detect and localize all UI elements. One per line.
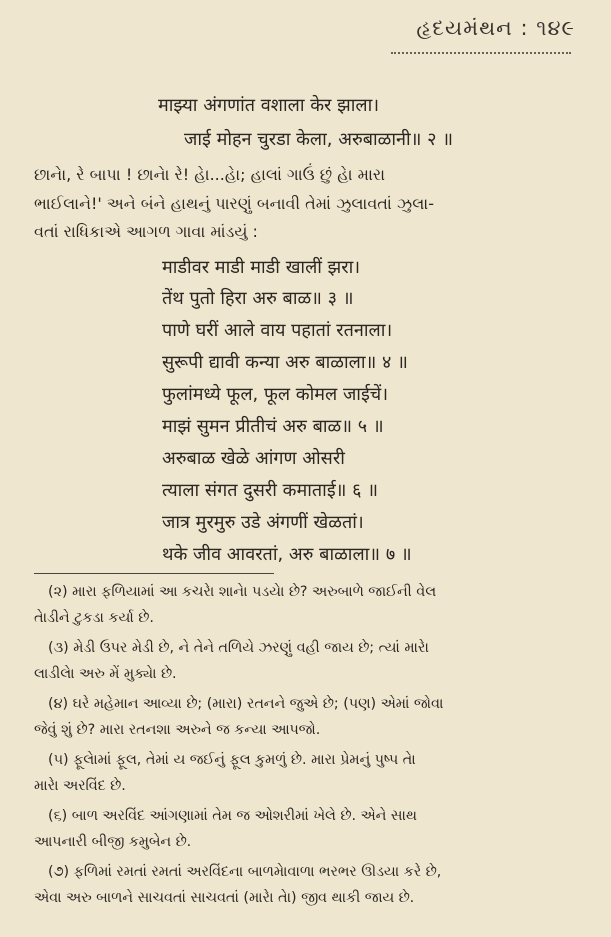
footnote-line: એવા અરુ બાળને સાચવતાં સાચવતાં (મારાે તાે) જીવ થાકી જાય છે. <box>34 890 415 906</box>
footnote-line: આપનારી બીજી કમુબેન છે. <box>34 834 192 850</box>
footnote-line: (૬) બાળ અરવિંદ આંગણામાં તેમ જ ઓશરીમાં ખેલે છે. એને સાથ <box>48 808 417 824</box>
footnote-line: તાેડીને ટુકડા કર્યા છે. <box>34 610 154 626</box>
verse-line: माझ्या अंगणांत वशाला केर झाला। <box>158 95 380 116</box>
footnote-line: (૭) ફળિમાં રમતાં રમતાં અરવિંદના બાળમેાવાળા ભરભર ઊડયા કરે છે, <box>48 864 442 880</box>
running-header: હૃદયમંથન : ૧૪૯ <box>416 16 575 40</box>
verse-line: जात्र मुरमुरु उडे अंगणीं खेळतां। <box>162 512 364 533</box>
verse-line: पाणे घरीं आले वाय पहातां रतनाला। <box>162 320 393 341</box>
prose-line: છાનેા, રે બાપા ! છાનેા રે! હાે...હાે; હાલાં ગાઉં છું હાે મારા <box>34 165 386 184</box>
verse-line: त्याला संगत दुसरी कमाताई॥ ६ ॥ <box>162 480 379 501</box>
footnote-line: લાડીલાે અરુ મેં મુક્યાે છે. <box>34 666 177 682</box>
verse-line: अरुबाळ खेळे आंगण ओसरी <box>162 448 345 469</box>
footnote-line: (૨) મારા ફળિયામાં આ કચરાે શાનેા પડયેા છે? અરુબાળે જાઈની વેલ <box>48 584 437 600</box>
verse-line: फुलांमध्ये फूल, फूल कोमल जाईचें। <box>162 384 389 405</box>
verse-line: तेंथ पुतो हिरा अरु बाळ॥ ३ ॥ <box>162 288 354 309</box>
header-ornament-rule <box>391 52 571 54</box>
footnote-line: મારાે અરવિંદ છે. <box>34 778 126 794</box>
verse-line: माडीवर माडी माडी खालीं झरा। <box>162 257 361 278</box>
footnote-line: (૫) ફૂલાેમાં ફૂલ, તેમાં ય જઈનું ફૂલ કુમળું છે. મારા પ્રેમનું પુષ્પ તાે <box>48 752 416 768</box>
verse-line: थके जीव आवरतां, अरु बाळाला॥ ७ ॥ <box>162 544 412 565</box>
verse-line: जाई मोहन चुरडा केला, अरुबाळानी॥ २ ॥ <box>184 129 454 150</box>
prose-line: વતાં રાધિકાએ આગળ ગાવા માંડયું : <box>34 222 258 241</box>
footnote-line: (૪) ઘરે મહેમાન આવ્યા છે; (મારા) રતનને જુએ છે; (પણ) એમાં જોવા <box>48 696 444 712</box>
footnote-line: (૩) મેડી ઉપર મેડી છે, ને તેને તળિયે ઝરણું વહી જાય છે; ત્યાં મારાે <box>48 640 429 656</box>
footnote-rule <box>34 573 274 574</box>
verse-line: सुरूपी द्यावी कन्या अरु बाळाला॥ ४ ॥ <box>162 352 408 373</box>
prose-line: ભાઈલાને!' અને બંને હાથનું પારણું બનાવી તેમાં ઝુલાવતાં ઝુલા- <box>34 194 434 213</box>
footnote-line: જેવું શું છે? મારા રતનશા અરુને જ કન્યા આપજો. <box>34 722 321 738</box>
verse-line: माझं सुमन प्रीतीचं अरु बाळ॥ ५ ॥ <box>162 416 384 437</box>
